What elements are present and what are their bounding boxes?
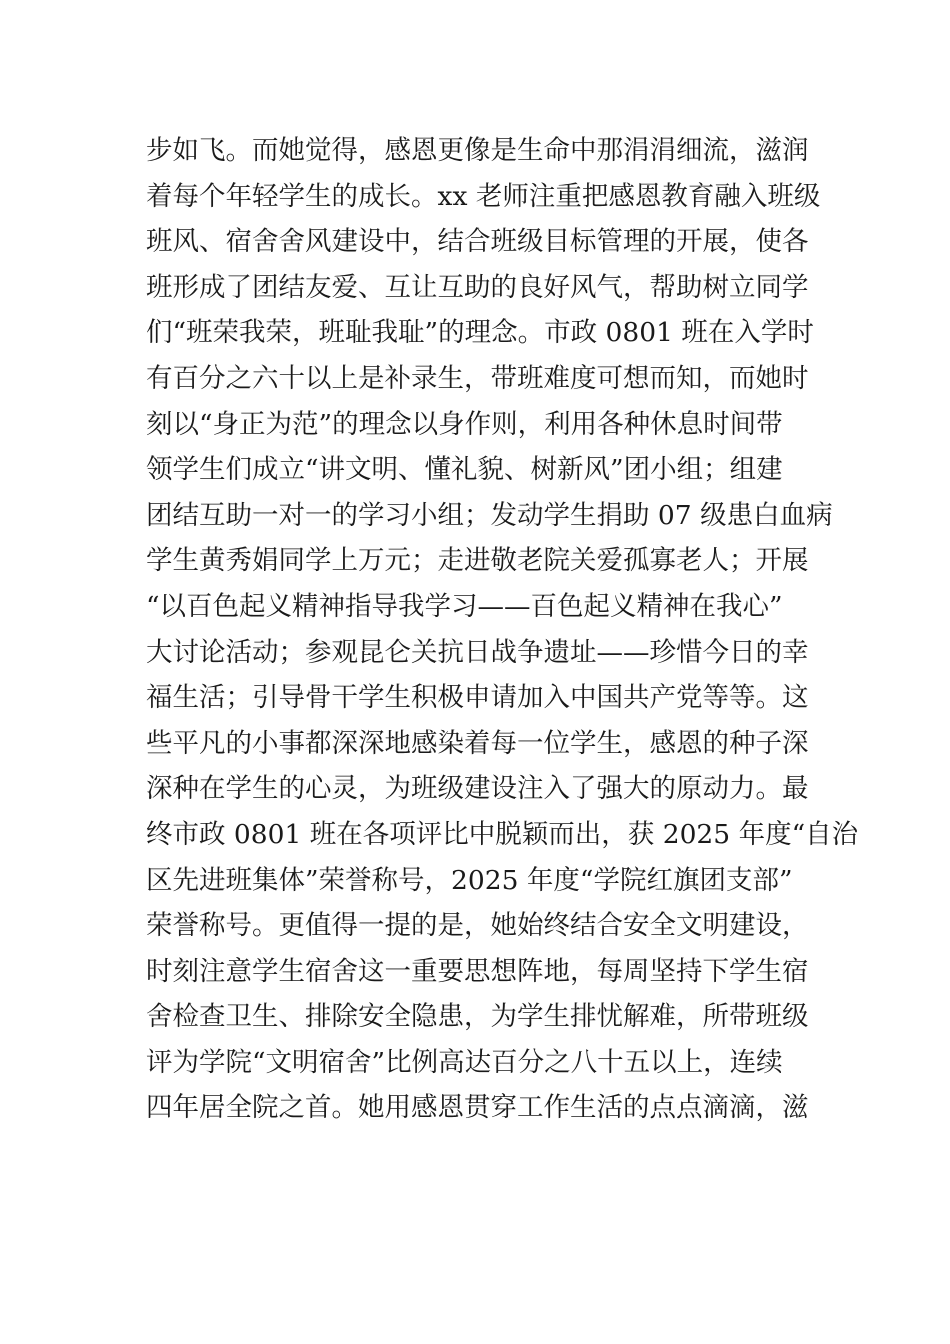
text-line: 班风、宿舍舍风建设中，结合班级目标管理的开展，使各 — [146, 226, 809, 258]
text-line: 四年居全院之首。她用感恩贯穿工作生活的点点滴滴，滋 — [146, 1092, 809, 1124]
text-line: 步如飞。而她觉得，感恩更像是生命中那涓涓细流，滋润 — [146, 135, 809, 166]
text-line: 时刻注意学生宿舍这一重要思想阵地，每周坚持下学生宿 — [146, 955, 809, 987]
text-line: 大讨论活动；参观昆仑关抗日战争遗址——珍惜今日的幸 — [146, 636, 809, 668]
text-line: 些平凡的小事都深深地感染着每一位学生，感恩的种子深 — [146, 727, 809, 759]
text-line: 刻以“身正为范”的理念以身作则，利用各种休息时间带 — [146, 408, 783, 440]
text-line: 评为学院“文明宿舍”比例高达百分之八十五以上，连续 — [146, 1046, 783, 1078]
text-line: 领学生们成立“讲文明、懂礼貌、树新风”团小组；组建 — [146, 454, 783, 486]
text-line: “以百色起义精神指导我学习——百色起义精神在我心” — [146, 590, 783, 622]
text-line: 福生活；引导骨干学生积极申请加入中国共产党等等。这 — [146, 682, 809, 714]
text-line: 终市政 0801 班在各项评比中脱颖而出，获 2025 年度“自治 — [146, 818, 859, 850]
text-line: 着每个年轻学生的成长。xx 老师注重把感恩教育融入班级 — [146, 180, 821, 212]
text-line: 团结互助一对一的学习小组；发动学生捐助 07 级患白血病 — [146, 499, 833, 531]
text-line: 班形成了团结友爱、互让互助的良好风气，帮助树立同学 — [146, 271, 809, 303]
text-line: 有百分之六十以上是补录生，带班难度可想而知，而她时 — [146, 362, 809, 394]
body-paragraph — [146, 128, 859, 1131]
text-line: 荣誉称号。更值得一提的是，她始终结合安全文明建设， — [146, 910, 809, 942]
text-line: 们“班荣我荣，班耻我耻”的理念。市政 0801 班在入学时 — [146, 317, 814, 349]
text-line: 舍检查卫生、排除安全隐患，为学生排忧解难，所带班级 — [146, 1001, 809, 1033]
text-line: 区先进班集体”荣誉称号，2025 年度“学院红旗团支部” — [146, 864, 793, 896]
text-line: 学生黄秀娟同学上万元；走进敬老院关爱孤寡老人；开展 — [146, 545, 809, 577]
text-line: 深种在学生的心灵，为班级建设注入了强大的原动力。最 — [146, 773, 809, 805]
